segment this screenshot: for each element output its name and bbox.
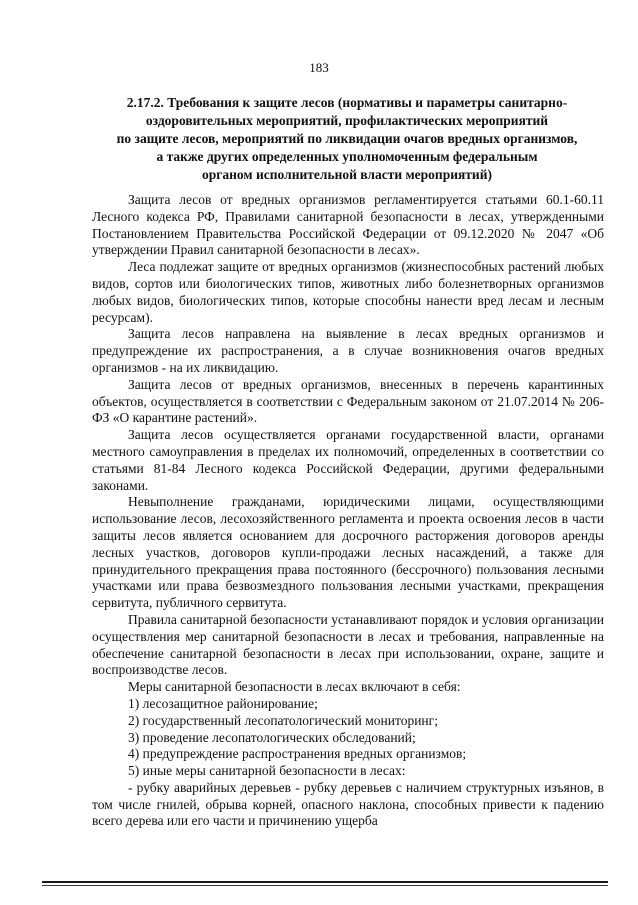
section-heading xyxy=(92,94,602,184)
paragraph: Защита лесов от вредных организмов, внесенных в перечень карантинных объектов, осуществляется в соответствии с Федеральным законом от 21.07.2014 № 206-ФЗ «О карантине растений». xyxy=(92,376,604,426)
paragraph: Защита лесов направлена на выявление в лесах вредных организмов и предупреждение их распространения, а в случае возникновения очагов вредных организмов - на их ликвидацию. xyxy=(92,326,604,375)
heading-line: 2.17.2. Требования к защите лесов (нормативы и параметры санитарно- xyxy=(126,95,568,110)
document-body xyxy=(92,192,604,830)
paragraph: - рубку аварийных деревьев - рубку деревьев с наличием структурных изъянов, в том числе гнилей, обрыва корней, опасного наклона, способных привести к падению всего дерева или его части и причинению ущерба xyxy=(92,779,604,829)
page-number: 183 xyxy=(309,60,329,75)
paragraph: Правила санитарной безопасности устанавливают порядок и условия организации осуществления мер санитарной безопасности в лесах и требования, направленные на обеспечение санитарной безопасности в лесах при использовании, охране, защите и воспроизводстве лесов. xyxy=(92,611,604,678)
list-item: 2) государственный лесопатологический мониторинг; xyxy=(128,712,438,728)
heading-line: а также других определенных уполномоченным федеральным xyxy=(156,149,538,164)
heading-line: оздоровительных мероприятий, профилактических мероприятий xyxy=(145,113,549,128)
list-intro: Меры санитарной безопасности в лесах включают в себя: xyxy=(128,679,461,695)
list-item: 5) иные меры санитарной безопасности в лесах: xyxy=(128,763,406,779)
list-item: 1) лесозащитное районирование; xyxy=(128,695,318,711)
footer-rule-thin xyxy=(42,885,608,886)
paragraph: Леса подлежат защите от вредных организмов (жизнеспособных растений любых видов, сортов или биологических типов, животных либо болезнетворных организмов любых видов, биологических типов, которые способны нанести вред лесам и лесным ресурсам). xyxy=(92,259,604,325)
heading-line: по защите лесов, мероприятий по ликвидации очагов вредных организмов, xyxy=(116,131,578,146)
paragraph: Невыполнение гражданами, юридическими лицами, осуществляющими использование лесов, лесохозяйственного регламента и проекта освоения лесов в части защиты лесов является основанием для досрочного расторжения договоров аренды лесных участков, договоров купли-продажи лесных насаждений, а также для принудительного прекращения права постоянного (бессрочного) пользования лесными участками или права безвозмездного пользования лесными участками, прекращения сервитута, публичного сервитута. xyxy=(92,494,604,611)
heading-line: органом исполнительной власти мероприятий) xyxy=(202,167,492,182)
footer-rule xyxy=(42,881,608,883)
paragraph: Защита лесов от вредных организмов регламентируется статьями 60.1-60.11 Лесного кодекса РФ, Правилами санитарной безопасности в лесах, утвержденными Постановлением Правительства Российской Федерации от 09.12.2020 № 2047 «Об утверждении Правил санитарной безопасности в лесах». xyxy=(92,192,604,258)
list-item: 3) проведение лесопатологических обследований; xyxy=(128,729,416,745)
paragraph: Защита лесов осуществляется органами государственной власти, органами местного самоуправления в пределах их полномочий, определенных в соответствии со статьями 81-84 Лесного кодекса Российской Федерации, другими федеральными законами. xyxy=(92,427,604,493)
list-item: 4) предупреждение распространения вредных организмов; xyxy=(128,746,467,762)
